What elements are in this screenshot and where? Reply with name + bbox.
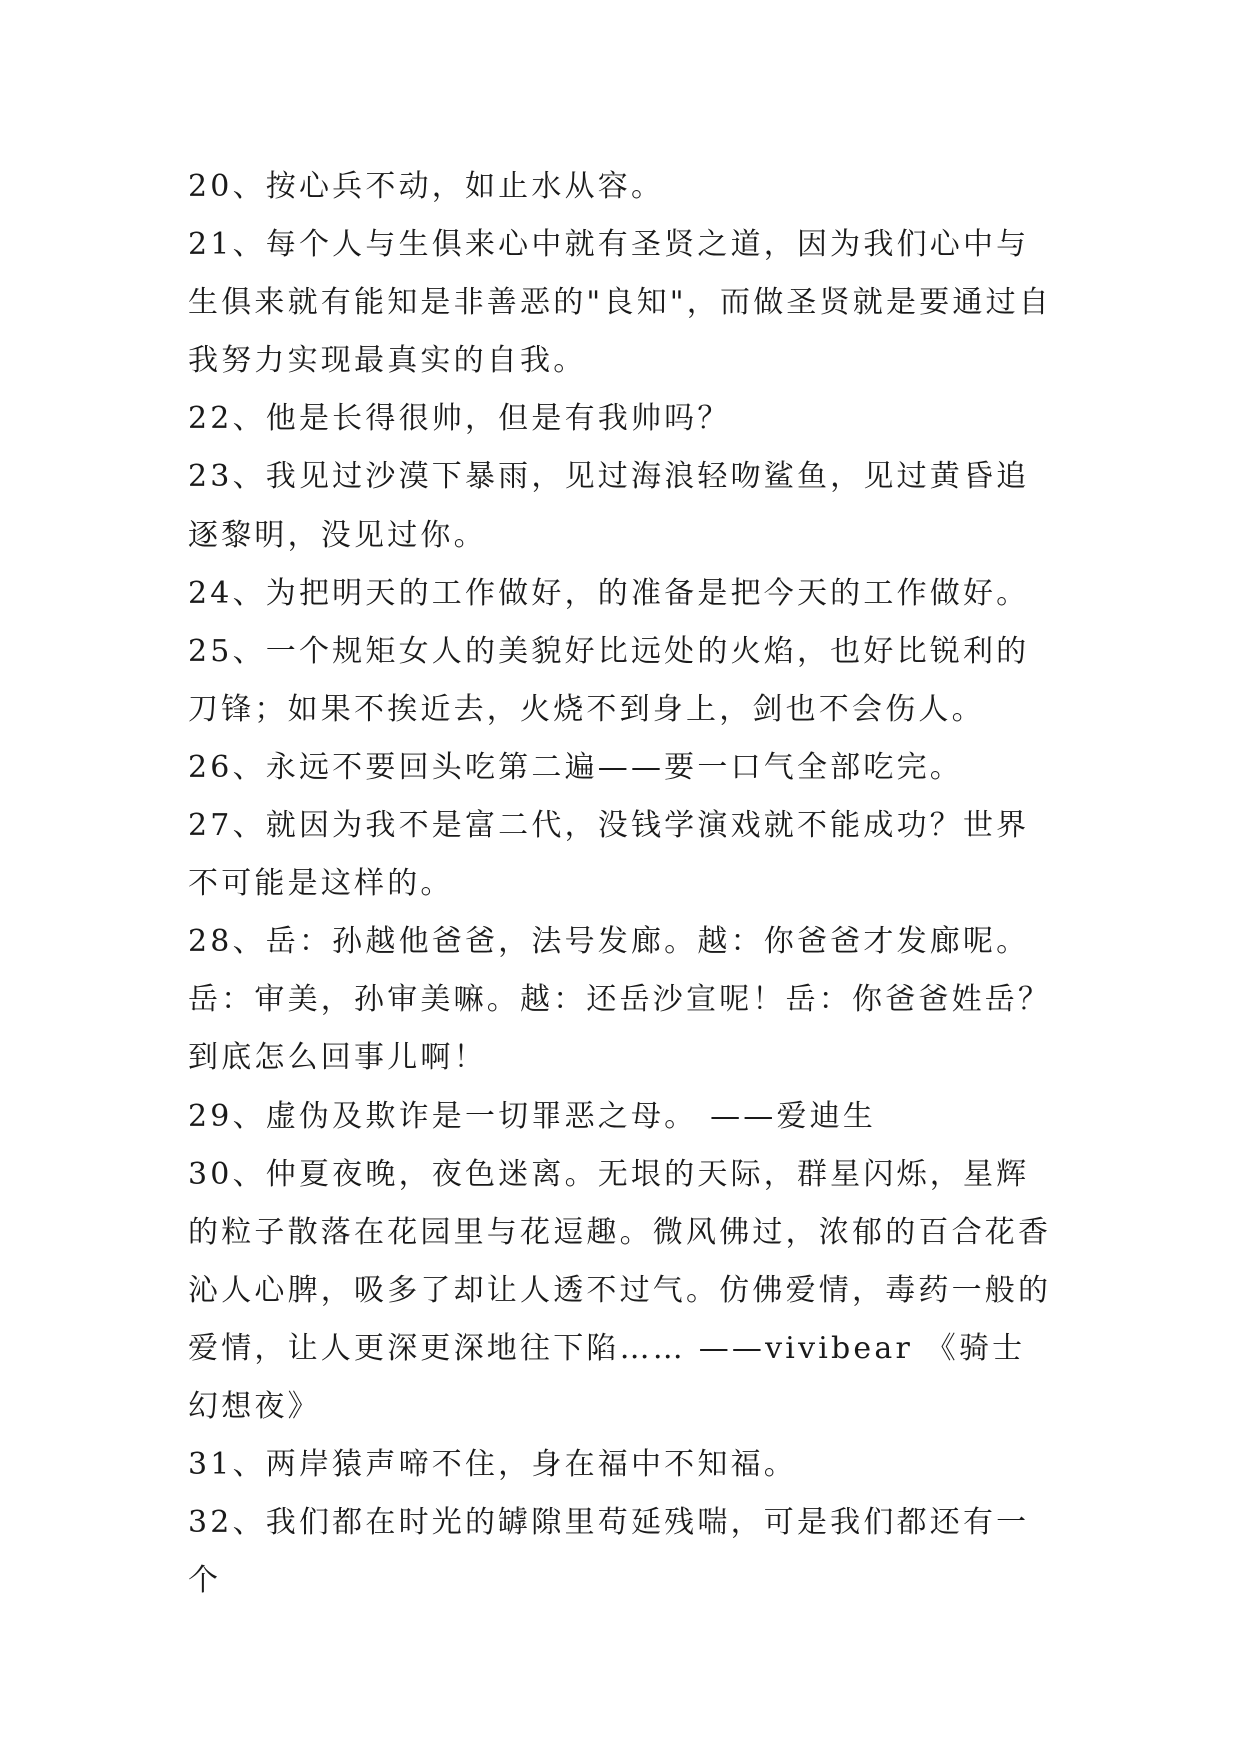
paragraph-23: 23、我见过沙漠下暴雨，见过海浪轻吻鲨鱼，见过黄昏追逐黎明，没见过你。: [188, 459, 1030, 553]
paragraph-26: 26、永远不要回头吃第二遍——要一口气全部吃完。: [188, 749, 963, 785]
document-body: [188, 158, 1056, 1610]
paragraph-22: 22、他是长得很帅，但是有我帅吗？: [188, 401, 731, 437]
paragraph-24: 24、为把明天的工作做好，的准备是把今天的工作做好。: [188, 575, 1030, 611]
paragraph-27: 27、就因为我不是富二代，没钱学演戏就不能成功？世界不可能是这样的。: [188, 808, 1030, 902]
paragraph-32: 32、我们都在时光的罅隙里苟延残喘，可是我们都还有一个: [188, 1505, 1030, 1599]
paragraph-20: 20、按心兵不动，如止水从容。: [188, 169, 665, 204]
paragraph-29: 29、虚伪及欺诈是一切罪恶之母。 ——爱迪生: [188, 1098, 877, 1134]
paragraph-31: 31、两岸猿声啼不住，身在福中不知福。: [188, 1447, 797, 1483]
paragraph-28: 28、岳：孙越他爸爸，法号发廊。越：你爸爸才发廊呢。岳：审美，孙审美嘛。越：还岳沙宣呢！岳：你爸爸姓岳？到底怎么回事儿啊！: [188, 924, 1052, 1076]
paragraph-25: 25、一个规矩女人的美貌好比远处的火焰，也好比锐利的刀锋；如果不挨近去，火烧不到身上，剑也不会伤人。: [188, 633, 1030, 727]
paragraph-30: 30、仲夏夜晚，夜色迷离。无垠的天际，群星闪烁，星辉的粒子散落在花园里与花逗趣。微风佛过，浓郁的百合花香沁人心脾，吸多了却让人透不过气。仿佛爱情，毒药一般的爱情，让人更深更深地往下陷…… ——vivibear 《骑士幻想夜》: [188, 1156, 1052, 1424]
paragraph-21: 21、每个人与生俱来心中就有圣贤之道，因为我们心中与生俱来就有能知是非善恶的"良知"，而做圣贤就是要通过自我努力实现最真实的自我。: [188, 227, 1052, 379]
